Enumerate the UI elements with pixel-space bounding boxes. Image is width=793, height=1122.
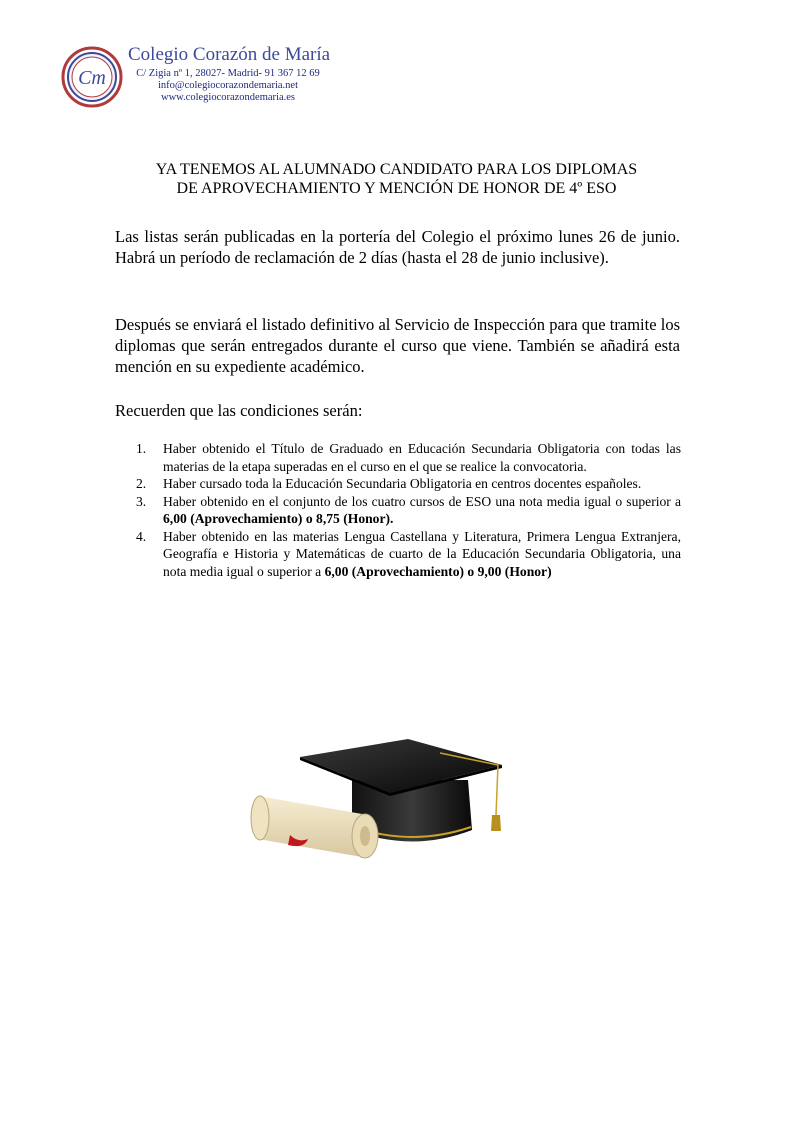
condition-text: Haber obtenido en el conjunto de los cuatro cursos de ESO una nota media igual o superior a — [163, 493, 681, 509]
email-link[interactable]: info@colegiocorazondemaria.net — [158, 80, 298, 91]
conditions-list — [136, 440, 681, 580]
title-line-1: YA TENEMOS AL ALUMNADO CANDIDATO PARA LOS DIPLOMAS — [155, 161, 638, 178]
school-name: Colegio Corazón de María — [128, 44, 331, 65]
paragraph-inspection: Después se enviará el listado definitivo al Servicio de Inspección para que tramite los diplomas que serán entregados durante el curso que viene. También se añadirá esta mención en su expediente académico. — [115, 315, 680, 376]
website-link[interactable]: www.colegiocorazondemaria.es — [160, 92, 295, 103]
school-logo — [60, 44, 124, 108]
condition-item — [136, 528, 681, 581]
condition-grade: 6,00 (Aprovechamiento) o 8,75 (Honor). — [163, 511, 394, 526]
condition-number: 2. — [136, 476, 147, 491]
letterhead — [60, 44, 360, 114]
paragraph-publication: Las listas serán publicadas en la portería del Colegio el próximo lunes 26 de junio. Habrá un período de reclamación de 2 días (hasta el 28 de junio inclusive). — [115, 227, 680, 267]
condition-number: 1. — [136, 441, 147, 456]
condition-grade: 6,00 (Aprovechamiento) o 9,00 (Honor) — [324, 563, 552, 579]
condition-item — [136, 475, 681, 493]
condition-item — [136, 493, 681, 528]
address: C/ Zigia nº 1, 28027- Madrid- 91 367 12 69 — [136, 68, 320, 79]
logo-monogram: Cm — [78, 67, 106, 89]
condition-item — [136, 440, 681, 475]
title-line-2: DE APROVECHAMIENTO Y MENCIÓN DE HONOR DE 4º ESO — [176, 180, 617, 197]
graduation-cap-and-diploma-icon — [240, 735, 540, 865]
contact-info — [128, 68, 328, 104]
condition-number: 4. — [136, 528, 147, 544]
page-title — [100, 160, 693, 198]
condition-text: Haber obtenido en las materias Lengua Castellana y Literatura, Primera Lengua Extranjera, Geografía e Historia y Matemáticas de cuarto de la Educación Secundaria Obligatoria, una nota media igual o superior a — [163, 528, 681, 579]
condition-number: 3. — [136, 493, 147, 509]
condition-text: Haber obtenido el Título de Graduado en Educación Secundaria Obligatoria con todas las materias de la etapa superadas en el curso en el que se realice la convocatoria. — [163, 441, 681, 474]
condition-text: Haber cursado toda la Educación Secundaria Obligatoria en centros docentes españoles. — [163, 476, 642, 491]
paragraph-conditions-intro: Recuerden que las condiciones serán: — [115, 401, 363, 420]
